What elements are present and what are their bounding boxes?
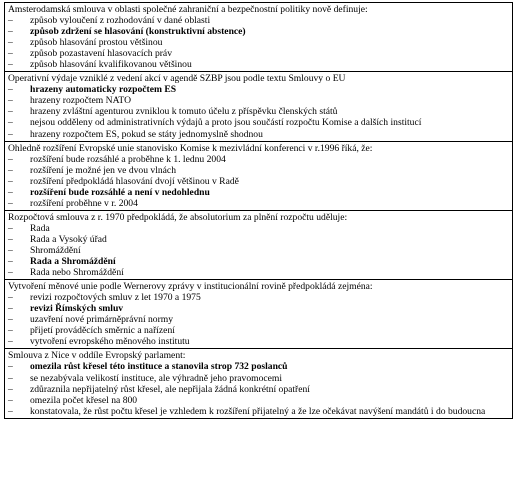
answer-option-correct[interactable] — [8, 256, 509, 267]
answer-list — [8, 292, 509, 347]
dash-marker: – — [8, 314, 13, 326]
answer-text: Shromáždění — [30, 244, 81, 256]
question-row-5 — [5, 280, 513, 349]
answer-text: zdůraznila nepřijatelný růst křesel, ale nepřijala žádná konkrétní opatření — [30, 383, 310, 395]
question-cell — [5, 72, 513, 141]
answer-option[interactable] — [8, 198, 509, 209]
dash-marker: – — [8, 292, 13, 304]
answer-option[interactable] — [8, 48, 509, 59]
question-row-2 — [5, 72, 513, 141]
dash-marker: – — [8, 26, 13, 38]
answer-option[interactable] — [8, 292, 509, 303]
answer-option[interactable] — [8, 223, 509, 234]
question-cell — [5, 280, 513, 349]
answer-option[interactable] — [8, 117, 509, 128]
answer-text: způsob pozastavení hlasovacích práv — [30, 48, 172, 60]
dash-marker: – — [8, 372, 13, 384]
answer-option[interactable] — [8, 336, 509, 347]
answer-option[interactable] — [8, 37, 509, 48]
answer-text: rozšíření bude rozsáhlé a není v nedohlednu — [30, 186, 210, 198]
dash-marker: – — [8, 128, 13, 140]
dash-marker: – — [8, 394, 13, 406]
answer-option[interactable] — [8, 267, 509, 278]
question-cell — [5, 210, 513, 279]
dash-marker: – — [8, 383, 13, 395]
dash-marker: – — [8, 48, 13, 60]
question-row-1 — [5, 3, 513, 72]
dash-marker: – — [8, 303, 13, 315]
dash-marker: – — [8, 256, 13, 268]
answer-text: omezila počet křesel na 800 — [30, 394, 138, 406]
question-text: Smlouva z Nice v oddíle Evropský parlament: — [8, 350, 186, 362]
answer-text: rozšíření je možné jen ve dvou vlnách — [30, 164, 176, 176]
quiz-table — [4, 2, 513, 419]
answer-list — [8, 154, 509, 209]
answer-text: hrazeny rozpočtem NATO — [30, 95, 132, 107]
answer-option[interactable] — [8, 129, 509, 140]
answer-text: způsob hlasování prostou většinou — [30, 37, 163, 49]
question-text: Rozpočtová smlouva z r. 1970 předpokládá, že absolutorium za plnění rozpočtu uděluje: — [8, 211, 348, 223]
answer-option[interactable] — [8, 325, 509, 336]
dash-marker: – — [8, 84, 13, 96]
quiz-sheet — [4, 2, 513, 419]
question-cell — [5, 141, 513, 210]
answer-text: nejsou odděleny od administrativních výdajů a proto jsou součástí rozpočtu Komise a dalších institucí — [30, 117, 422, 129]
dash-marker: – — [8, 37, 13, 49]
answer-text: konstatovala, že růst počtu křesel je vzhledem k rozšíření přijatelný a že lze očekávat navýšení mandátů i do budoucna — [30, 405, 486, 417]
answer-list — [8, 15, 509, 70]
answer-text: se nezabývala velikostí instituce, ale výhradně jeho pravomocemi — [30, 372, 283, 384]
quiz-table-body — [5, 3, 513, 419]
answer-option-correct[interactable] — [8, 303, 509, 314]
answer-text: způsob zdržení se hlasování (konstruktivní abstence) — [30, 26, 246, 38]
dash-marker: – — [8, 222, 13, 234]
answer-option[interactable] — [8, 106, 509, 117]
answer-option[interactable] — [8, 245, 509, 256]
answer-option[interactable] — [8, 314, 509, 325]
question-row-3 — [5, 141, 513, 210]
answer-text: vytvoření evropského měnového institutu — [30, 336, 190, 348]
question-cell — [5, 349, 513, 418]
answer-option[interactable] — [8, 384, 509, 395]
answer-option-correct[interactable] — [8, 84, 509, 95]
answer-option[interactable] — [8, 15, 509, 26]
question-cell — [5, 3, 513, 72]
answer-text: hrazeny zvláštní agenturou zvniklou k tomuto účelu z příspěvku členských států — [30, 106, 338, 118]
answer-text: Rada — [30, 222, 50, 234]
answer-text: Rada a Vysoký úřad — [30, 233, 107, 245]
answer-option-correct[interactable] — [8, 26, 509, 37]
dash-marker: – — [8, 197, 13, 209]
dash-marker: – — [8, 244, 13, 256]
answer-text: revizi Římských smluv — [30, 303, 124, 315]
question-row-4 — [5, 210, 513, 279]
question-text: Ohledně rozšíření Evropské unie stanovisko Komise k mezivládní konferenci v r.1996 říká, že: — [8, 142, 373, 154]
answer-option[interactable] — [8, 406, 509, 417]
question-row-6 — [5, 349, 513, 418]
answer-option-correct[interactable] — [8, 187, 509, 198]
answer-text: hrazeny automaticky rozpočtem ES — [30, 84, 177, 96]
answer-option[interactable] — [8, 373, 509, 384]
dash-marker: – — [8, 164, 13, 176]
answer-option[interactable] — [8, 154, 509, 165]
dash-marker: – — [8, 267, 13, 279]
dash-marker: – — [8, 186, 13, 198]
answer-text: rozšíření bude rozsáhlé a proběhne k 1. lednu 2004 — [30, 153, 226, 165]
dash-marker: – — [8, 336, 13, 348]
dash-marker: – — [8, 153, 13, 165]
answer-option[interactable] — [8, 165, 509, 176]
dash-marker: – — [8, 361, 13, 373]
dash-marker: – — [8, 405, 13, 417]
dash-marker: – — [8, 175, 13, 187]
answer-text: uzavření nové primárněprávní normy — [30, 314, 174, 326]
answer-option[interactable] — [8, 176, 509, 187]
answer-text: Rada nebo Shromáždění — [30, 267, 124, 279]
dash-marker: – — [8, 95, 13, 107]
answer-text: Rada a Shromáždění — [30, 256, 116, 268]
answer-option-correct[interactable] — [8, 361, 509, 372]
answer-text: revizi rozpočtových smluv z let 1970 a 1975 — [30, 292, 201, 304]
dash-marker: – — [8, 59, 13, 71]
answer-text: omezila růst křesel této instituce a stanovila strop 732 poslanců — [30, 361, 288, 373]
dash-marker: – — [8, 15, 13, 27]
dash-marker: – — [8, 233, 13, 245]
answer-text: hrazeny rozpočtem ES, pokud se státy jednomyslně shodnou — [30, 128, 263, 140]
answer-list — [8, 84, 509, 139]
question-text: Vytvoření měnové unie podle Wernerovy zprávy v institucionální rovině předpokládá zejména: — [8, 281, 373, 293]
answer-text: rozšíření předpokládá hlasování dvojí většinou v Radě — [30, 175, 239, 187]
question-text: Operativní výdaje vzniklé z vedení akcí v agendě SZBP jsou podle textu Smlouvy o EU — [8, 73, 346, 85]
dash-marker: – — [8, 106, 13, 118]
answer-text: rozšíření proběhne v r. 2004 — [30, 197, 138, 209]
answer-option[interactable] — [8, 95, 509, 106]
answer-option[interactable] — [8, 395, 509, 406]
answer-option[interactable] — [8, 234, 509, 245]
dash-marker: – — [8, 325, 13, 337]
answer-text: přijetí prováděcích směrnic a nařízení — [30, 325, 175, 337]
answer-text: způsob vyloučení z rozhodování v dané oblasti — [30, 15, 211, 27]
answer-list — [8, 361, 509, 416]
answer-list — [8, 223, 509, 278]
answer-option[interactable] — [8, 59, 509, 70]
dash-marker: – — [8, 117, 13, 129]
question-text: Amsterodamská smlouva v oblasti společné zahraniční a bezpečnostní politiky nově definuje: — [8, 4, 368, 15]
answer-text: způsob hlasování kvalifikovanou většinou — [30, 59, 192, 71]
